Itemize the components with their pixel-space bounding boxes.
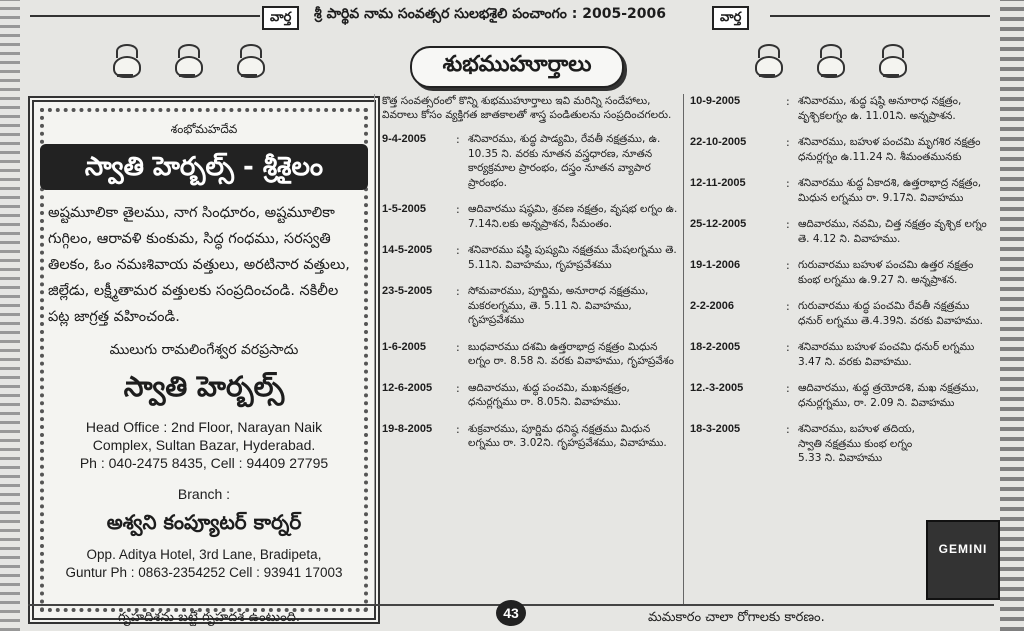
entry-date: 2-2-2006 [690,300,735,312]
lamp-icon [170,42,204,78]
muhurtham-entry: 23-5-2005 : సోమవారము, పూర్ణిమ, అనూరాధ నక్షత్రము, మకరలగ్నము, తె. 5.11 ని. వివాహము, గృహప్రవేశము [382,284,678,328]
muhurtham-entry: 18-2-2005 : శనివారము బహుళ పంచమి ధనుర్ లగ్నము 3.47 ని. వరకు వివాహము. [690,340,990,369]
entry-date: 22-10-2005 [690,136,747,148]
entry-date: 25-12-2005 [690,218,747,230]
ad-branch-address [34,546,374,582]
gemini-product-image [926,520,1000,600]
page-number: 43 [496,600,526,626]
entry-desc: ఆదివారము, శుద్ధ పంచమి, మఖనక్షత్రం, ధనుర్లగ్నము రా. 8.05ని. వివాహము. [468,381,630,408]
entry-date: 12-6-2005 [382,381,433,394]
muhurtham-column-1 [382,94,678,463]
muhurtham-entry: 14-5-2005 : శనివారము షష్ఠి పుష్యమి నక్షత్రము మేషలగ్నము తె. 5.11ని. వివాహము, గృహప్రవేశము [382,244,677,271]
ad-branch-label: Branch : [177,486,231,502]
muhurtham-entry: 12-11-2005 : శనివారము శుద్ధ ఏకాదశి, ఉత్తరాభాద్ర నక్షత్రం, మిధున లగ్నము రా. 9.17ని. వివాహము [690,176,990,205]
address-line: Complex, Sultan Bazar, Hyderabad. [92,437,316,453]
address-line: Head Office : 2nd Floor, Narayan Naik [85,419,323,435]
logo-left: వార్త [262,6,299,30]
entry-desc: బుధవారము దశమి ఉత్తరాభాద్ర నక్షత్రం మిధున లగ్నం రా. 8.58 ని. వరకు వివాహము, గృహప్రవేశం [468,340,674,367]
logo-right: వార్త [712,6,749,30]
entry-desc: గురువారము శుద్ధ పంచమి రేవతీ నక్షత్రము ధనుర్ లగ్నము తె.4.39ని. వరకు వివాహము. [798,300,983,327]
right-decorative-border [1000,0,1024,631]
kalash-icon [232,42,266,78]
footer-right-text: మమకారం చాలా రోగాలకు కారణం. [648,610,825,625]
entry-date: 1-6-2005 [382,340,427,353]
entry-date: 14-5-2005 [382,244,433,256]
ad-brand-banner: స్వాతి హెర్బల్స్ - శ్రీశైలం [40,144,368,190]
ad-description: అష్టమూలికా తైలము, నాగ సింధూరం, అష్టమూలికా గుగ్గిలం, ఆరావళి కుంకుమ, సిద్ధ గంధము, సరస్వతి తిలకం, ఓం నమఃశివాయ వత్తులు, అరటినార వత్తులు, జిల్లేడు, లక్ష్మీతామర వత్తులకు సంప్రదించండి. నకిలీల పట్ల జాగ్రత్త వహించండి. [48,205,350,325]
muhurtham-entry: 25-12-2005 : ఆదివారము, నవమి, చిత్త నక్షత్రం వృశ్చిక లగ్నం తె. 4.12 ని. వివాహము. [690,217,990,246]
advertisement [28,96,380,624]
muhurtham-entry: 1-6-2005 : బుధవారము దశమి ఉత్తరాభాద్ర నక్షత్రం మిధున లగ్నం రా. 8.58 ని. వరకు వివాహము, గృహప్రవేశం [382,340,678,369]
header-rule-right [770,15,990,17]
address-line: Ph : 040-2475 8435, Cell : 94409 27795 [79,455,329,471]
entry-date: 12-11-2005 [690,177,746,189]
entry-date: 19-8-2005 [382,422,433,435]
left-decorative-border [0,0,20,631]
lamp-icon [812,42,846,78]
muhurtham-entry: 12-6-2005 : ఆదివారము, శుద్ధ పంచమి, మఖనక్షత్రం, ధనుర్లగ్నము రా. 8.05ని. వివాహము. [382,381,678,410]
entry-date: 10-9-2005 [690,95,741,107]
muhurtham-entry: 18-3-2005 : శనివారము, బహుళ తదియ, స్వాతి నక్షత్రము కుంభ లగ్నం 5.33 ని. వివాహము [690,422,920,466]
kalash-icon [874,42,908,78]
ornaments-right [750,42,908,78]
entry-date: 12.-3-2005 [690,382,744,394]
kalash-icon [108,42,142,78]
entry-desc: సోమవారము, పూర్ణిమ, అనూరాధ నక్షత్రము, మకరలగ్నము, తె. 5.11 ని. వివాహము, గృహప్రవేశము [468,285,649,326]
entry-desc: శనివారము, శుద్ధ షష్ఠి అనూరాధ నక్షత్రం, వృశ్చికలగ్నం ఉ. 11.01ని. అన్నప్రాశన. [798,95,962,122]
entry-date: 19-1-2006 [690,259,741,271]
entry-date: 1-5-2005 [382,203,427,215]
ornaments-left [108,42,266,78]
entry-desc: ఆదివారము, శుద్ధ త్రయోదశి, మఖ నక్షత్రము, ధనుర్లగ్నము, రా. 2.09 ని. వివాహము [798,382,979,409]
entry-desc: శనివారము, బహుళ తదియ, స్వాతి నక్షత్రము కుంభ లగ్నం 5.33 ని. వివాహము [798,423,915,464]
muhurtham-entry: 1-5-2005 : ఆదివారము షష్ఠమి, శ్రవణ నక్షత్రం, వృషభ లగ్నం ఉ. 7.14ని.లకు అన్నప్రాశన, సీమంతం. [382,203,678,230]
header-rule-left [30,15,260,17]
muhurtham-entry: 19-8-2005 : శుక్రవారము, పూర్ణిమ ధనిష్ఠ నక్షత్రము మిధున లగ్నము రా. 3.02ని. గృహప్రవేశము, వివాహము. [382,422,678,451]
muhurtham-entry: 12.-3-2005 : ఆదివారము, శుద్ధ త్రయోదశి, మఖ నక్షత్రము, ధనుర్లగ్నము, రా. 2.09 ని. వివాహము [690,381,990,410]
muhurtham-entry: 9-4-2005 : శనివారము, శుద్ధ పాడ్యమి, రేవతీ నక్షత్రము, ఉ. 10.35 ని. వరకు నూతన వస్త్రధారణ, నూతన కార్యక్రమాల ప్రారంభం, దస్త్రం నూతన వ్యాపార ప్రారంభం. [382,132,678,190]
address-line: Guntur Ph : 0863-2354252 Cell : 93941 17003 [65,565,343,580]
entry-date: 9-4-2005 [382,133,427,145]
ad-shop-name: అశ్వని కంప్యూటర్ కార్నర్ [106,510,302,534]
muhurtham-entry: 10-9-2005 : శనివారము, శుద్ధ షష్ఠి అనూరాధ నక్షత్రం, వృశ్చికలగ్నం ఉ. 11.01ని. అన్నప్రాశన. [690,94,990,123]
muhurtham-entry: 19-1-2006 : గురువారము బహుళ పంచమి ఉత్తర నక్షత్రం కుంభ లగ్నము ఉ.9.27 ని. అన్నప్రాశన. [690,258,990,287]
column-divider [374,94,375,604]
address-line: Opp. Aditya Hotel, 3rd Lane, Bradipeta, [86,547,322,562]
entry-desc: గురువారము బహుళ పంచమి ఉత్తర నక్షత్రం కుంభ లగ్నము ఉ.9.27 ని. అన్నప్రాశన. [798,259,974,286]
ad-head-office-address [34,418,374,472]
ad-owner: ములుగు రామలింగేశ్వర వరప్రసాదు [109,342,299,358]
ad-blessing: శంభోమహదేవ [170,122,238,136]
entry-desc: శుక్రవారము, పూర్ణిమ ధనిష్ఠ నక్షత్రము మిధున లగ్నము రా. 3.02ని. గృహప్రవేశము, వివాహము. [468,422,667,449]
column-divider [683,94,684,604]
entry-desc: ఆదివారము, నవమి, చిత్త నక్షత్రం వృశ్చిక లగ్నం తె. 4.12 ని. వివాహము. [798,218,987,245]
intro-text: కొత్త సంవత్సరంలో కొన్ని శుభముహూర్తాలు ఇవి మరిన్ని సందేహాలు, వివరాలు కోసం వ్యక్తిగత జాతకాలతో శాస్త్ర పండితులను సంప్రదించగలరు. [382,95,672,121]
ad-brand-name: స్వాతి హెర్బల్స్ [123,370,285,403]
entry-date: 18-2-2005 [690,341,741,353]
muhurtham-column-2 [690,94,990,478]
footer-left-text: గృహదిశను బట్టే గృహదశ ఉంటుంది. [118,610,301,625]
entry-desc: శనివారము, బహుళ పంచమి మృగశిర నక్షత్రం ధనుర్లగ్నం ఉ.11.24 ని. శీమంతమునకు [798,136,981,163]
muhurtham-entry: 22-10-2005 : శనివారము, బహుళ పంచమి మృగశిర నక్షత్రం ధనుర్లగ్నం ఉ.11.24 ని. శీమంతమునకు [690,135,990,164]
entry-desc: శనివారము షష్ఠి పుష్యమి నక్షత్రము మేషలగ్నము తె. 5.11ని. వివాహము, గృహప్రవేశము [468,244,677,271]
header-title: శ్రీ పార్థివ నామ సంవత్సర సులభశైలి పంచాంగం : 2005-2006 [314,6,666,22]
entry-desc: శనివారము, శుద్ధ పాడ్యమి, రేవతీ నక్షత్రము, ఉ. 10.35 ని. వరకు నూతన వస్త్రధారణ, నూతన కార్యక్రమాల ప్రారంభం, దస్త్రం నూతన వ్యాపార ప్రారంభం. [468,133,661,189]
entry-date: 23-5-2005 [382,285,433,297]
muhurtham-entry: 2-2-2006 : గురువారము శుద్ధ పంచమి రేవతీ నక్షత్రము ధనుర్ లగ్నము తె.4.39ని. వరకు వివాహము. [690,299,990,328]
entry-desc: ఆదివారము షష్ఠమి, శ్రవణ నక్షత్రం, వృషభ లగ్నం ఉ. 7.14ని.లకు అన్నప్రాశన, సీమంతం. [468,203,678,230]
entry-date: 18-3-2005 [690,423,741,435]
section-title: శుభముహూర్తాలు [410,46,624,88]
page-header [30,4,990,28]
entry-desc: శనివారము బహుళ పంచమి ధనుర్ లగ్నము 3.47 ని. వరకు వివాహము. [798,341,975,368]
kalash-icon [750,42,784,78]
product-label: GEMINI [938,542,988,556]
entry-desc: శనివారము శుద్ధ ఏకాదశి, ఉత్తరాభాద్ర నక్షత్రం, మిధున లగ్నము రా. 9.17ని. వివాహము [798,177,982,204]
